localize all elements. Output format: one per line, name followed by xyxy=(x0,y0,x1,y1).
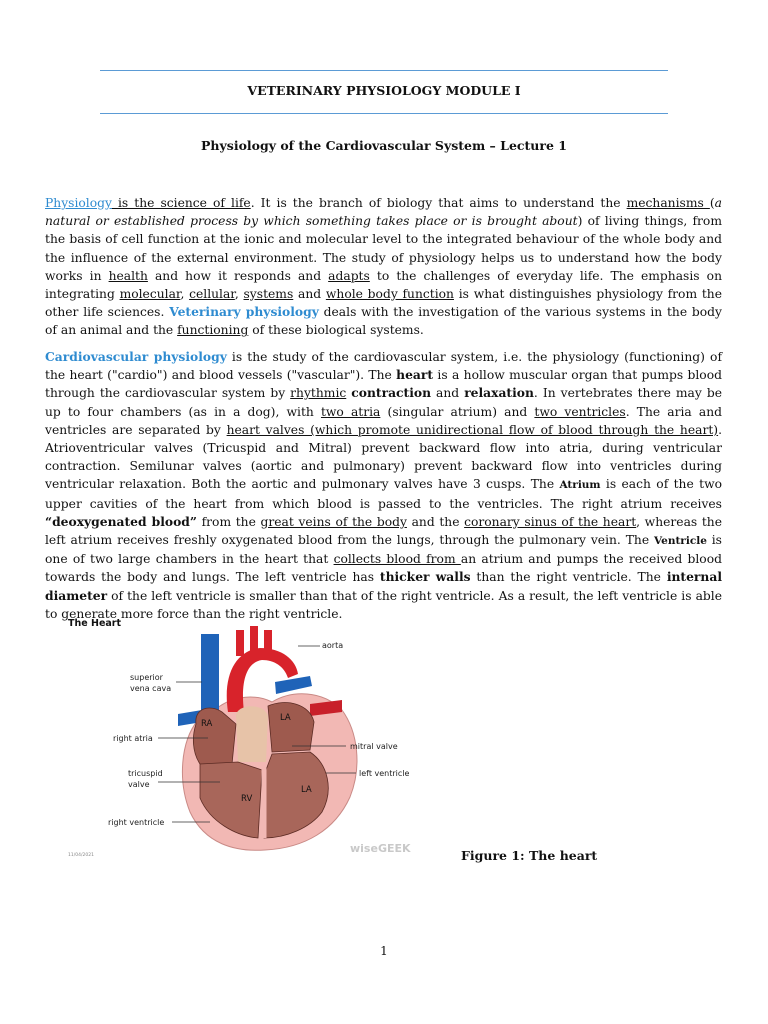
figure-title: The Heart xyxy=(68,618,122,629)
term-heart: heart xyxy=(396,367,434,383)
text-span: is what distinguishes physiology from the other life sciences. xyxy=(45,287,722,320)
term-molecular: molecular xyxy=(119,287,181,302)
page-number: 1 xyxy=(380,944,388,958)
text-span: , xyxy=(234,287,244,302)
aorta-branch-3 xyxy=(264,630,272,654)
term-deoxygenated-blood: “deoxygenated blood” xyxy=(45,513,197,529)
text-span: an atrium and pumps the received blood towards the body and lungs. The left ventricle has xyxy=(45,552,722,585)
term-two-ventricles: two ventricles xyxy=(534,404,626,419)
term-contraction: contraction xyxy=(351,385,432,401)
text-span: (singular atrium) and xyxy=(380,404,535,419)
module-title: VETERINARY PHYSIOLOGY MODULE I xyxy=(247,83,521,98)
term-veterinary-physiology: Veterinary physiology xyxy=(169,304,319,320)
lecture-title: Physiology of the Cardiovascular System – Lecture 1 xyxy=(201,138,567,153)
text-span: is each of the two upper cavities of the heart from which blood is passed to the ventricles. The right atrium receives xyxy=(45,477,722,511)
paragraph-physiology xyxy=(45,194,722,340)
label-aorta: aorta xyxy=(322,641,344,650)
term-atrium: Atrium xyxy=(559,479,601,492)
label-tricuspid-line2: valve xyxy=(128,780,150,789)
text-span: . The aria and ventricles are separated by xyxy=(45,404,722,437)
label-rv: RV xyxy=(241,794,253,804)
term-mechanisms: mechanisms xyxy=(626,196,710,210)
header-bottom-rule xyxy=(100,113,668,114)
label-svc-line1: superior xyxy=(130,673,163,682)
text-span: and xyxy=(431,386,465,401)
text-span: than the right ventricle. The xyxy=(470,570,667,585)
text-span: of these biological systems. xyxy=(248,323,424,338)
label-svc-line2: vena cava xyxy=(130,684,172,693)
text-span: to the challenges of everyday life. The emphasis on integrating xyxy=(45,268,722,302)
text-span: ( xyxy=(709,196,715,210)
label-tricuspid-line1: tricuspid xyxy=(128,769,163,778)
term-coronary-sinus: coronary sinus of the heart xyxy=(464,514,637,529)
text-span: is one of two large chambers in the heart that xyxy=(45,533,722,567)
text-span: is the science of life xyxy=(111,196,251,210)
text-span: ) of living things, from the basis of cell function at the ionic and molecular level to the integrated behaviour of the whole body and the influence of the external environment. The study of physiology helps us to understand how the body works in xyxy=(45,214,722,283)
term-ventricle: Ventricle xyxy=(653,535,707,548)
top-rule xyxy=(100,70,668,71)
term-systems: systems xyxy=(243,287,294,302)
text-span: is a hollow muscular organ that pumps blood through the cardiovascular system by xyxy=(45,368,722,401)
text-span: and the xyxy=(406,514,465,529)
text-span: , whereas the left atrium receives freshly oxygenated blood from the lungs, through the pulmonary vein. The xyxy=(45,514,722,548)
term-rhythmic: rhythmic xyxy=(290,386,347,401)
figure-date: 11/04/2021 xyxy=(68,853,94,858)
text-span: of the left ventricle is smaller than that of the right ventricle. As a result, the left ventricle is able to generate more force than the right ventricle. xyxy=(45,588,722,621)
paragraph-cardiovascular xyxy=(45,348,722,623)
term-physiology: Physiology xyxy=(45,196,112,210)
term-great-veins: great veins of the body xyxy=(260,514,407,529)
watermark: wiseGEEK xyxy=(350,842,411,855)
text-span: . It is the branch of biology that aims to understand the xyxy=(250,196,627,210)
label-ra: RA xyxy=(201,719,213,729)
figure-caption: Figure 1: The heart xyxy=(461,848,598,863)
text-span: is the study of the cardiovascular system, i.e. the physiology (functioning) of the heart ("cardio") and blood vessels ("vascular"). The xyxy=(45,350,722,383)
heart-diagram xyxy=(60,612,420,862)
term-internal-diameter: internal diameter xyxy=(45,569,722,603)
term-adapts: adapts xyxy=(328,268,370,283)
term-functioning: functioning xyxy=(177,323,249,338)
text-span: , xyxy=(180,287,190,302)
term-two-atria: two atria xyxy=(320,404,381,419)
term-heart-valves: heart valves (which promote unidirectional flow of blood through the heart) xyxy=(226,422,719,437)
text-span: deals with the investigation of the various systems in the body of an animal and the xyxy=(45,305,722,338)
label-la-top: LA xyxy=(280,713,291,723)
text-span: from the xyxy=(196,514,261,529)
term-collects-blood: collects blood from xyxy=(333,552,461,567)
term-cellular: cellular xyxy=(189,287,235,302)
superior-vena-cava xyxy=(201,634,219,720)
label-la-bottom: LA xyxy=(301,785,312,795)
term-health: health xyxy=(108,268,148,283)
aorta-branch-1 xyxy=(236,630,244,656)
aortic-root xyxy=(236,706,268,762)
label-mitral-valve: mitral valve xyxy=(350,742,398,751)
label-left-ventricle: left ventricle xyxy=(359,769,410,778)
text-span: . Atrioventricular valves (Tricuspid and Mitral) prevent backward flow into atria, during ventricular contraction. Semilunar valves (aortic and pulmonary) prevent backward flow into ventricles during ventricular relaxation. Both the aortic and pulmonary valves have 3 cusps. The xyxy=(45,422,722,492)
term-whole-body-function: whole body function xyxy=(325,287,454,302)
left-atrium xyxy=(268,703,314,752)
mechanisms-definition: a natural or established process by which something takes place or is brought about xyxy=(45,196,723,229)
pulmonary-artery xyxy=(275,676,312,694)
aorta-branch-2 xyxy=(250,626,258,652)
label-right-ventricle: right ventricle xyxy=(108,818,165,827)
term-cardiovascular-physiology: Cardiovascular physiology xyxy=(45,349,227,364)
text-span: . In vertebrates there may be up to four chambers (as in a dog), with xyxy=(45,386,722,419)
label-right-atria: right atria xyxy=(113,734,153,743)
term-relaxation: relaxation xyxy=(464,385,534,401)
term-thicker-walls: thicker walls xyxy=(379,569,471,585)
text-span: and how it responds and xyxy=(147,268,329,283)
text-span: and xyxy=(293,287,326,302)
